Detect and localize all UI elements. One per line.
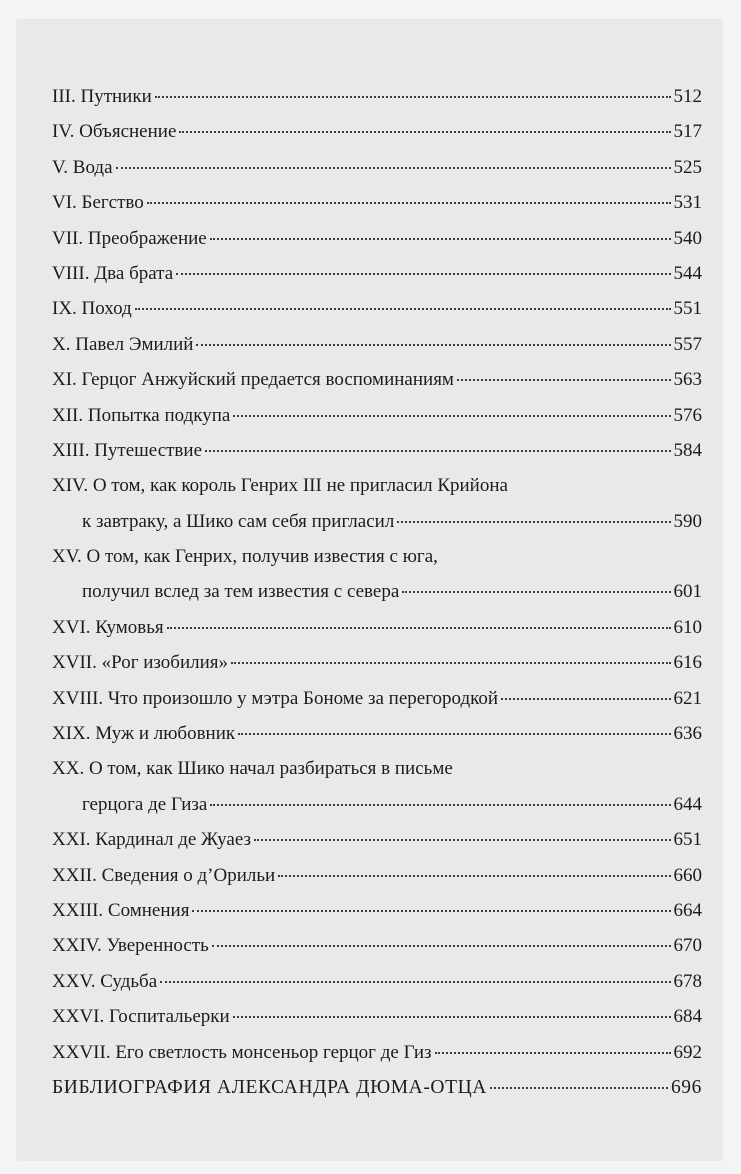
toc-line (52, 504, 702, 539)
dot-leader (397, 519, 670, 523)
toc-line (52, 858, 702, 893)
toc-page-number: 636 (673, 723, 702, 745)
toc-entry (52, 893, 702, 928)
toc-entry-title: БИБЛИОГРАФИЯ АЛЕКСАНДРА ДЮМА-ОТЦА (52, 1076, 487, 1098)
toc-entry-title: XXV. Судьба (52, 970, 158, 992)
toc-line (52, 114, 702, 149)
toc-page-number: 651 (673, 829, 702, 851)
dot-leader (210, 236, 671, 240)
toc-line (52, 256, 702, 291)
toc-line (52, 327, 702, 362)
toc-line (52, 433, 702, 468)
table-of-contents (52, 79, 702, 1105)
toc-line (52, 1070, 702, 1105)
toc-entry (52, 822, 702, 857)
dot-leader (176, 271, 670, 275)
toc-page-number: 616 (673, 652, 702, 674)
toc-entry (52, 610, 702, 645)
toc-page-number: 512 (673, 86, 702, 107)
toc-entry (52, 928, 702, 963)
toc-entry (52, 751, 702, 822)
toc-entry (52, 256, 702, 291)
toc-page-number: 610 (673, 616, 702, 638)
toc-line (52, 468, 702, 503)
dot-leader (155, 94, 671, 98)
toc-entry-bibliography (52, 1070, 702, 1105)
toc-line (52, 150, 702, 185)
dot-leader (457, 377, 671, 381)
toc-entry (52, 858, 702, 893)
dot-leader (231, 660, 670, 664)
dot-leader (212, 943, 671, 947)
toc-entry-title: XII. Попытка подкупа (52, 404, 231, 426)
dot-leader (402, 589, 670, 593)
toc-page-number: 544 (673, 262, 702, 284)
toc-page-number: 551 (673, 298, 702, 320)
toc-line (52, 185, 702, 220)
toc-entry-title: XXIII. Сомнения (52, 899, 190, 921)
dot-leader (238, 731, 670, 735)
toc-entry (52, 468, 702, 539)
toc-entry-title: XVI. Кумовья (52, 616, 164, 638)
toc-entry-title: XXI. Кардинал де Жуаез (52, 829, 252, 851)
dot-leader (192, 908, 670, 912)
book-page (17, 20, 722, 1160)
toc-entry (52, 291, 702, 326)
toc-entry (52, 327, 702, 362)
toc-page-number: 644 (673, 793, 702, 815)
toc-page-number: 563 (673, 369, 702, 391)
toc-line (52, 539, 702, 574)
toc-page-number: 660 (673, 864, 702, 886)
dot-leader (254, 837, 670, 841)
toc-line (52, 681, 702, 716)
toc-page-number: 531 (673, 192, 702, 214)
toc-page-number: 590 (673, 510, 702, 532)
dot-leader (490, 1085, 668, 1089)
toc-entry-title: VIII. Два брата (52, 262, 174, 284)
toc-entry-title: XXIV. Уверенность (52, 935, 209, 957)
dot-leader (278, 873, 670, 877)
toc-entry-title: герцога де Гиза (82, 793, 208, 815)
toc-line (52, 716, 702, 751)
toc-line (52, 291, 702, 326)
toc-page-number: 621 (673, 687, 702, 709)
toc-entry-title: XIX. Муж и любовник (52, 723, 236, 745)
toc-entry (52, 433, 702, 468)
toc-page-number: 584 (673, 439, 702, 461)
toc-entry-title: получил вслед за тем известия с севера (82, 581, 400, 603)
dot-leader (147, 200, 671, 204)
toc-entry (52, 716, 702, 751)
toc-line (52, 928, 702, 963)
toc-entry-title: XI. Герцог Анжуйский предается воспоминаниям (52, 369, 454, 391)
toc-line (52, 645, 702, 680)
toc-line (52, 574, 702, 609)
toc-page-number: 678 (673, 970, 702, 992)
dot-leader (196, 342, 670, 346)
toc-line (52, 999, 702, 1034)
toc-line (52, 221, 702, 256)
toc-line (52, 398, 702, 433)
toc-entry-title: XXVI. Госпитальерки (52, 1006, 230, 1028)
dot-leader (233, 1014, 671, 1018)
toc-entry-title: V. Вода (52, 156, 113, 178)
toc-line (52, 1035, 702, 1070)
toc-entry (52, 362, 702, 397)
toc-entry (52, 221, 702, 256)
toc-line (52, 751, 702, 786)
toc-entry-title: X. Павел Эмилий (52, 333, 194, 355)
toc-page-number: 601 (673, 581, 702, 603)
toc-entry-title: к завтраку, а Шико сам себя пригласил (82, 510, 395, 532)
toc-page-number: 670 (673, 935, 702, 957)
toc-page-number: 696 (670, 1076, 702, 1098)
dot-leader (233, 413, 670, 417)
dot-leader (116, 165, 671, 169)
toc-entry (52, 1035, 702, 1070)
toc-page-number: 540 (673, 227, 702, 249)
dot-leader (205, 448, 670, 452)
toc-entry-title: XXVII. Его светлость монсеньор герцог де Гиз (52, 1041, 432, 1063)
toc-entry-title: XVII. «Рог изобилия» (52, 652, 229, 674)
toc-entry (52, 999, 702, 1034)
toc-line (52, 79, 702, 114)
toc-entry (52, 645, 702, 680)
toc-line (52, 787, 702, 822)
toc-entry-title: IX. Поход (52, 298, 132, 320)
toc-entry (52, 114, 702, 149)
toc-line (52, 822, 702, 857)
toc-line (52, 610, 702, 645)
toc-entry-title: XV. О том, как Генрих, получив известия с юга, (52, 546, 438, 568)
toc-entry (52, 539, 702, 610)
toc-entry-title: VII. Преображение (52, 227, 207, 249)
toc-page-number: 684 (673, 1006, 702, 1028)
toc-entry-title: XXII. Сведения о д’Орильи (52, 864, 276, 886)
toc-entry (52, 964, 702, 999)
toc-page-number: 557 (673, 333, 702, 355)
toc-page-number: 517 (673, 121, 702, 143)
toc-entry (52, 150, 702, 185)
toc-entry (52, 398, 702, 433)
toc-entry-title: III. Путники (52, 86, 152, 107)
toc-entry (52, 185, 702, 220)
dot-leader (167, 625, 671, 629)
dot-leader (179, 129, 670, 133)
toc-entry (52, 79, 702, 114)
toc-entry-title: XIV. О том, как король Генрих III не пригласил Крийона (52, 475, 508, 497)
toc-entry-title: XX. О том, как Шико начал разбираться в письме (52, 758, 453, 780)
toc-line (52, 893, 702, 928)
toc-page-number: 576 (673, 404, 702, 426)
toc-page-number: 525 (673, 156, 702, 178)
toc-entry-title: VI. Бегство (52, 192, 144, 214)
dot-leader (210, 802, 670, 806)
toc-entry (52, 681, 702, 716)
toc-page-number: 692 (673, 1041, 702, 1063)
dot-leader (160, 979, 670, 983)
toc-entry-title: IV. Объяснение (52, 121, 177, 143)
dot-leader (501, 696, 670, 700)
dot-leader (135, 306, 671, 310)
toc-entry-title: XVIII. Что произошло у мэтра Бономе за перегородкой (52, 687, 499, 709)
toc-line (52, 964, 702, 999)
toc-line (52, 362, 702, 397)
toc-page-number: 664 (673, 899, 702, 921)
toc-entry-title: XIII. Путешествие (52, 439, 203, 461)
dot-leader (435, 1050, 671, 1054)
